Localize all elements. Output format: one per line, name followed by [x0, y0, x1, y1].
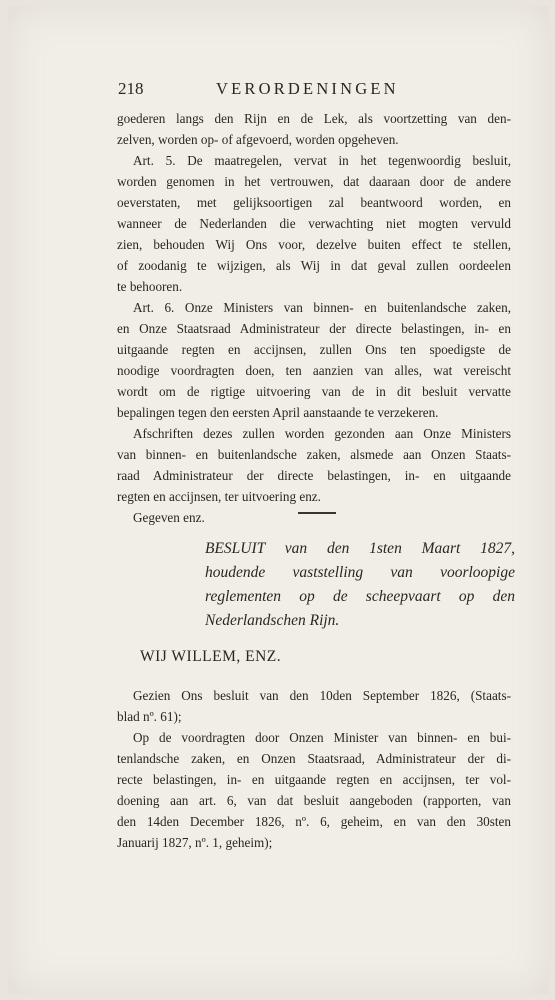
text-line: Gegeven enz. — [133, 510, 205, 525]
text-line: Januarij 1827, nº. 1, geheim); — [117, 835, 273, 850]
page-number: 218 — [118, 79, 144, 98]
text-line: recte belastingen, in- en uitgaande regten en accijnsen, ter vol- — [117, 772, 511, 787]
text-line: of zoodanig te wijzigen, als Wij in dat geval zullen oordeelen — [117, 258, 511, 273]
decree-title-line: houdende vaststelling van voorloopige — [205, 564, 515, 581]
text-line: van binnen- en buitenlandsche zaken, alsmede aan Onzen Staats- — [117, 447, 511, 462]
text-line: uitgaande regten en accijnsen, zullen Ons ten spoedigste de — [117, 342, 511, 357]
text-line: Gezien Ons besluit van den 10den September 1826, (Staats- — [133, 688, 511, 703]
text-line: tenlandsche zaken, en Onzen Staatsraad, Administrateur der di- — [117, 751, 511, 766]
text-line: zelven, worden op- of afgevoerd, worden opgeheven. — [117, 132, 399, 147]
text-line: oeverstaten, met gelijksoortigen zal beantwoord worden, en — [117, 195, 511, 210]
text-line: wanneer de Nederlanden die verwachting niet mogten vervuld — [117, 216, 511, 231]
decree-title-line: reglementen op de scheepvaart op den — [205, 588, 515, 605]
text-line: zien, behouden Wij Ons voor, dezelve buiten effect te stellen, — [117, 237, 511, 252]
text-line: den 14den December 1826, nº. 6, geheim, en van den 30sten — [117, 814, 511, 829]
body-text-top — [117, 108, 511, 528]
salutation: WIJ WILLEM, ENZ. — [140, 648, 282, 665]
text-line: doening aan art. 6, van dat besluit aangeboden (rapporten, van — [117, 793, 511, 808]
text-line: raad Administrateur der directe belastingen, in- en uitgaande — [117, 468, 511, 483]
decree-title — [205, 537, 515, 633]
decree-title-line: Nederlandschen Rijn. — [205, 612, 340, 629]
decree-title-line: BESLUIT van den 1sten Maart 1827, — [205, 540, 515, 557]
text-line: goederen langs den Rijn en de Lek, als voortzetting van den- — [117, 111, 511, 126]
text-line: Art. 6. Onze Ministers van binnen- en buitenlandsche zaken, — [133, 300, 511, 315]
text-line: te behooren. — [117, 279, 183, 294]
text-line: bepalingen tegen den eersten April aanstaande te verzekeren. — [117, 405, 439, 420]
text-line: regten en accijnsen, ter uitvoering enz. — [117, 489, 321, 504]
running-head — [118, 79, 518, 99]
text-line: Op de voordragten door Onzen Minister van binnen- en bui- — [133, 730, 511, 745]
text-line: Art. 5. De maatregelen, vervat in het tegenwoordig besluit, — [133, 153, 511, 168]
text-line: worden genomen in het vertrouwen, dat daaraan door de andere — [117, 174, 511, 189]
section-divider — [298, 512, 336, 514]
text-line: Afschriften dezes zullen worden gezonden aan Onze Ministers — [133, 426, 511, 441]
running-title: VERORDENINGEN — [216, 79, 399, 98]
body-text-bottom — [117, 685, 511, 853]
text-line: en Onze Staatsraad Administrateur der directe belastingen, in- en — [117, 321, 511, 336]
text-line: noodige voordragten doen, ten aanzien van alles, wat vereischt — [117, 363, 511, 378]
text-line: wordt om de rigtige uitvoering van de in dit besluit vervatte — [117, 384, 511, 399]
text-line: blad nº. 61); — [117, 709, 182, 724]
